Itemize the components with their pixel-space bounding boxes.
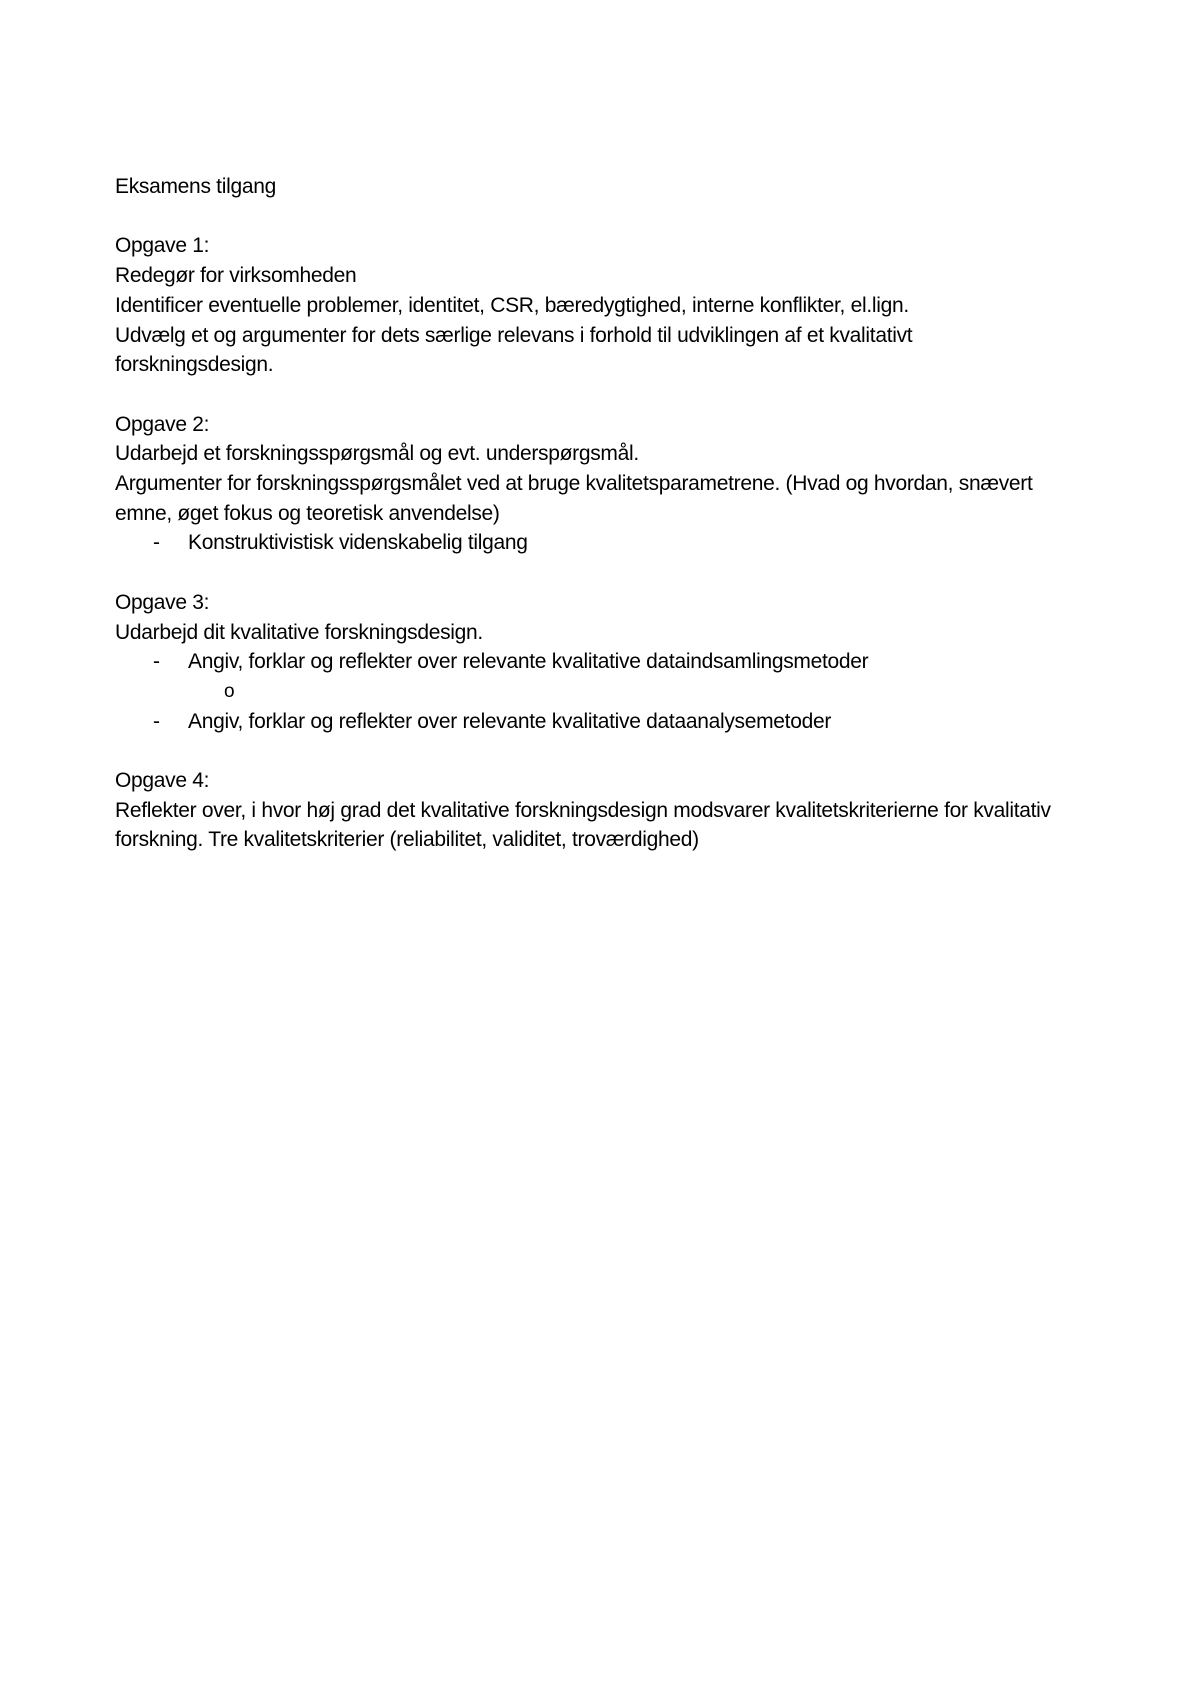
task-3-bullet-1 (115, 647, 1075, 677)
bullet-text: Angiv, forklar og reflekter over relevante kvalitative dataanalysemetoder (188, 709, 832, 733)
task-1-line-1: Redegør for virksomheden (115, 264, 357, 288)
circle-bullet-marker: o (224, 680, 235, 702)
task-4-line-1: Reflekter over, i hvor høj grad det kvalitative forskningsdesign modsvarer kvalitetskriterierne for kvalitativ forskning. Tre kvalitetskriterier (reliabilitet, validitet, troværdighed) (115, 798, 1057, 852)
task-3-line-1: Udarbejd dit kvalitative forskningsdesign. (115, 620, 483, 644)
spacer (115, 736, 1075, 766)
task-1-heading: Opgave 1: (115, 234, 210, 258)
bullet-text: Konstruktivistisk videnskabelig tilgang (188, 531, 528, 555)
dash-bullet-marker: - (153, 709, 160, 733)
task-2-heading: Opgave 2: (115, 412, 210, 436)
task-3-sub-bullet (115, 677, 1075, 707)
task-3-heading: Opgave 3: (115, 590, 210, 614)
dash-bullet-marker: - (153, 650, 160, 674)
task-2-bullet-1 (115, 528, 1075, 558)
spacer (115, 380, 1075, 410)
document-title: Eksamens tilgang (115, 175, 276, 198)
task-4-heading: Opgave 4: (115, 768, 210, 792)
task-3-bullet-2 (115, 707, 1075, 737)
spacer (115, 558, 1075, 588)
document-body (115, 172, 1075, 855)
task-2-line-2: Argumenter for forskningsspørgsmålet ved at bruge kvalitetsparametrene. (Hvad og hvordan, snævert emne, øget fokus og teoretisk anvendelse) (115, 472, 1039, 525)
task-2-line-1: Udarbejd et forskningsspørgsmål og evt. underspørgsmål. (115, 442, 639, 466)
task-1-line-2: Identificer eventuelle problemer, identitet, CSR, bæredygtighed, interne konflikter, el.lign. (115, 293, 909, 317)
bullet-text: Angiv, forklar og reflekter over relevante kvalitative dataindsamlingsmetoder (188, 650, 869, 674)
spacer (115, 202, 1075, 232)
dash-bullet-marker: - (153, 531, 160, 555)
task-1-line-3: Udvælg et og argumenter for dets særlige relevans i forhold til udviklingen af et kvalitativt forskningsdesign. (115, 323, 918, 377)
